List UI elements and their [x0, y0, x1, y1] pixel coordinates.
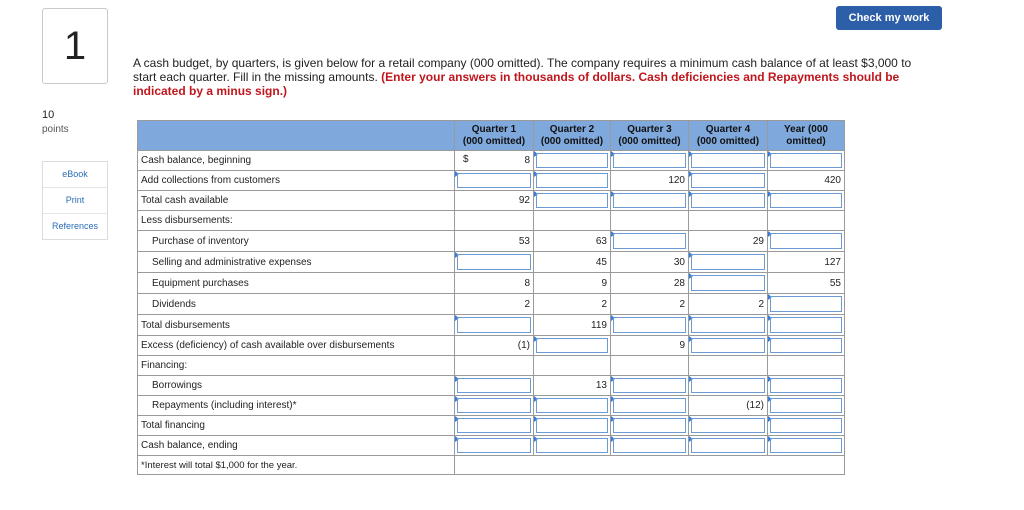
answer-input[interactable] — [689, 436, 768, 456]
input-box[interactable] — [770, 438, 842, 453]
instructions-emphasis: (Enter your answers in thousands of dollars. Cash deficiencies and Repayments should be indicated by a minus sign.) — [133, 70, 900, 98]
cell-value: 45 — [595, 256, 607, 268]
input-box[interactable] — [691, 418, 765, 433]
input-box[interactable] — [691, 153, 765, 168]
given-value — [455, 273, 534, 294]
row-label: Total financing — [138, 416, 455, 436]
input-box[interactable] — [691, 173, 765, 188]
header-label: Quarter 3 (000 omitted) — [618, 123, 681, 147]
answer-input[interactable] — [689, 416, 768, 436]
table-row — [138, 211, 845, 231]
input-box[interactable] — [770, 233, 842, 249]
print-link[interactable]: Print — [43, 188, 107, 214]
answer-input[interactable] — [768, 436, 845, 456]
answer-input[interactable] — [611, 376, 689, 396]
given-value — [455, 151, 534, 171]
empty-cell — [768, 356, 845, 376]
row-label: Repayments (including interest)* — [138, 396, 455, 416]
cell-value: 2 — [524, 298, 530, 310]
header-label: Quarter 4 (000 omitted) — [696, 123, 760, 147]
empty-cell — [534, 356, 611, 376]
row-label: Add collections from customers — [138, 171, 455, 191]
input-box[interactable] — [691, 438, 765, 453]
answer-input[interactable] — [768, 151, 845, 171]
input-box[interactable] — [613, 317, 686, 333]
answer-input[interactable] — [689, 273, 768, 294]
given-value — [611, 336, 689, 356]
header-label: Quarter 1 (000 omitted) — [462, 123, 526, 147]
answer-input[interactable] — [768, 315, 845, 336]
answer-input[interactable] — [689, 336, 768, 356]
cell-value: 9 — [679, 340, 685, 351]
row-label: Selling and administrative expenses — [138, 252, 455, 273]
row-label: Total cash available — [138, 191, 455, 211]
table-row — [138, 191, 845, 211]
row-label: Financing: — [138, 356, 455, 376]
header-quarter-2 — [534, 121, 611, 151]
answer-input[interactable] — [455, 315, 534, 336]
input-box[interactable] — [457, 254, 531, 270]
answer-input[interactable] — [689, 191, 768, 211]
header-label: Quarter 2 (000 omitted) — [540, 123, 604, 147]
answer-input[interactable] — [611, 436, 689, 456]
given-value — [534, 315, 611, 336]
input-box[interactable] — [691, 378, 765, 393]
table-row — [138, 356, 845, 376]
input-box[interactable] — [613, 438, 686, 453]
input-box[interactable] — [770, 153, 842, 168]
given-value — [611, 252, 689, 273]
cell-value: 119 — [591, 319, 607, 331]
input-box[interactable] — [691, 254, 765, 270]
references-link[interactable]: References — [51, 221, 99, 231]
answer-input[interactable] — [534, 436, 611, 456]
header-quarter-1 — [455, 121, 534, 151]
given-value — [611, 294, 689, 315]
header-year — [768, 121, 845, 151]
row-label: Cash balance, ending — [138, 436, 455, 456]
answer-input[interactable] — [768, 191, 845, 211]
cell-value: 55 — [829, 277, 841, 289]
given-value — [455, 294, 534, 315]
cash-budget-table — [137, 120, 845, 475]
cell-value: 13 — [595, 380, 607, 391]
answer-input[interactable] — [689, 315, 768, 336]
row-label: Total disbursements — [138, 315, 455, 336]
footnote: *Interest will total $1,000 for the year. — [138, 456, 455, 475]
input-box[interactable] — [536, 173, 608, 188]
given-value — [455, 231, 534, 252]
row-label: Cash balance, beginning — [138, 151, 455, 171]
input-box[interactable] — [457, 378, 531, 393]
answer-input[interactable] — [534, 336, 611, 356]
answer-input[interactable] — [455, 436, 534, 456]
row-label: Purchase of inventory — [138, 231, 455, 252]
given-value — [455, 336, 534, 356]
answer-input[interactable] — [768, 396, 845, 416]
answer-input[interactable] — [534, 396, 611, 416]
table-row — [138, 151, 845, 171]
cell-value: (1) — [517, 340, 530, 351]
cell-value: 127 — [824, 256, 841, 268]
answer-input[interactable] — [534, 151, 611, 171]
input-box[interactable] — [613, 418, 686, 433]
cell-value: 29 — [752, 235, 764, 247]
row-label: Excess (deficiency) of cash available over disbursements — [138, 336, 455, 356]
header-quarter-3 — [611, 121, 689, 151]
input-box[interactable] — [770, 338, 842, 353]
footnote-row — [138, 456, 845, 475]
input-box[interactable] — [613, 233, 686, 249]
answer-input[interactable] — [455, 171, 534, 191]
empty-cell — [611, 211, 689, 231]
table-row — [138, 171, 845, 191]
given-value — [534, 252, 611, 273]
empty-cell — [768, 211, 845, 231]
empty-cell — [689, 211, 768, 231]
given-value — [611, 171, 689, 191]
row-label: Equipment purchases — [138, 273, 455, 294]
given-value — [689, 294, 768, 315]
input-box[interactable] — [691, 193, 765, 208]
answer-input[interactable] — [534, 171, 611, 191]
given-value — [534, 273, 611, 294]
input-box[interactable] — [457, 317, 531, 333]
table-row — [138, 396, 845, 416]
cell-value: 9 — [601, 277, 607, 289]
table-row — [138, 273, 845, 294]
given-value — [768, 171, 845, 191]
input-box[interactable] — [613, 378, 686, 393]
answer-input[interactable] — [611, 231, 689, 252]
points-value: 10 — [42, 109, 55, 121]
answer-input[interactable] — [768, 416, 845, 436]
given-value — [611, 273, 689, 294]
empty-cell — [455, 356, 534, 376]
ebook-link[interactable]: eBook — [43, 162, 107, 188]
given-value — [689, 396, 768, 416]
given-value — [768, 273, 845, 294]
input-box[interactable] — [536, 193, 608, 208]
cell-value: 120 — [668, 175, 685, 186]
input-box[interactable] — [457, 398, 531, 413]
check-my-work-button[interactable]: Check my work — [836, 6, 942, 30]
answer-input[interactable] — [455, 376, 534, 396]
input-box[interactable] — [770, 193, 842, 208]
answer-input[interactable] — [534, 191, 611, 211]
question-number: 1 — [42, 8, 108, 84]
input-box[interactable] — [770, 418, 842, 433]
input-box[interactable] — [536, 438, 608, 453]
table-row — [138, 315, 845, 336]
cell-value: (12) — [746, 400, 764, 411]
header-quarter-4 — [689, 121, 768, 151]
answer-input[interactable] — [768, 294, 845, 315]
input-box[interactable] — [536, 418, 608, 433]
given-value — [689, 231, 768, 252]
answer-input[interactable] — [455, 252, 534, 273]
input-box[interactable] — [457, 418, 531, 433]
given-value — [455, 191, 534, 211]
question-instructions — [133, 56, 913, 98]
input-box[interactable] — [536, 153, 608, 168]
header-blank — [138, 121, 455, 151]
cell-value: 28 — [673, 277, 685, 289]
answer-input[interactable] — [611, 151, 689, 171]
empty-cell — [689, 356, 768, 376]
table-row — [138, 336, 845, 356]
input-box[interactable] — [613, 153, 686, 168]
answer-input[interactable] — [611, 315, 689, 336]
answer-input[interactable] — [611, 416, 689, 436]
input-box[interactable] — [770, 378, 842, 393]
answer-input[interactable] — [455, 396, 534, 416]
table-row — [138, 416, 845, 436]
cell-value: 2 — [601, 298, 607, 310]
given-value — [768, 252, 845, 273]
cell-value: 8 — [524, 155, 530, 166]
given-value — [534, 231, 611, 252]
table-row — [138, 294, 845, 315]
cell-value: 63 — [595, 235, 607, 247]
cell-value: 2 — [679, 298, 685, 310]
answer-input[interactable] — [689, 171, 768, 191]
answer-input[interactable] — [689, 376, 768, 396]
empty-cell — [455, 211, 534, 231]
given-value — [534, 294, 611, 315]
instructions-text: A cash budget, by quarters, is given below for a retail company (000 omitted). The company requires a minimum cash balance of at least $3,000 to start each quarter. Fill in the missing amounts. — [133, 56, 912, 84]
points-label: points — [42, 124, 69, 135]
answer-input[interactable] — [689, 151, 768, 171]
table-row — [138, 436, 845, 456]
input-box[interactable] — [770, 296, 842, 312]
answer-input[interactable] — [534, 416, 611, 436]
header-label: Year (000 omitted) — [784, 123, 828, 147]
currency-symbol: $ — [463, 154, 469, 165]
answer-input[interactable] — [768, 231, 845, 252]
table-row — [138, 252, 845, 273]
input-box[interactable] — [613, 193, 686, 208]
cell-value: 8 — [524, 277, 530, 289]
footnote-blank — [455, 456, 845, 475]
input-box[interactable] — [613, 398, 686, 413]
cell-value: 420 — [824, 175, 841, 186]
resource-links — [42, 161, 108, 240]
cell-value: 53 — [518, 235, 530, 247]
row-label: Dividends — [138, 294, 455, 315]
row-label: Less disbursements: — [138, 211, 455, 231]
input-box[interactable] — [770, 398, 842, 413]
answer-input[interactable] — [455, 416, 534, 436]
given-value — [534, 376, 611, 396]
table-row — [138, 231, 845, 252]
cell-value: 92 — [518, 195, 530, 206]
empty-cell — [611, 356, 689, 376]
answer-input[interactable] — [768, 336, 845, 356]
table-header-row — [138, 121, 845, 151]
input-box[interactable] — [457, 173, 531, 188]
empty-cell — [534, 211, 611, 231]
input-box[interactable] — [536, 338, 608, 353]
input-box[interactable] — [457, 438, 531, 453]
answer-input[interactable] — [611, 191, 689, 211]
row-label: Borrowings — [138, 376, 455, 396]
input-box[interactable] — [770, 317, 842, 333]
answer-input[interactable] — [689, 252, 768, 273]
answer-input[interactable] — [611, 396, 689, 416]
table-row — [138, 376, 845, 396]
input-box[interactable] — [536, 398, 608, 413]
cell-value: 30 — [673, 256, 685, 268]
input-box[interactable] — [691, 338, 765, 353]
input-box[interactable] — [691, 275, 765, 291]
cell-value: 2 — [758, 298, 764, 310]
input-box[interactable] — [691, 317, 765, 333]
answer-input[interactable] — [768, 376, 845, 396]
